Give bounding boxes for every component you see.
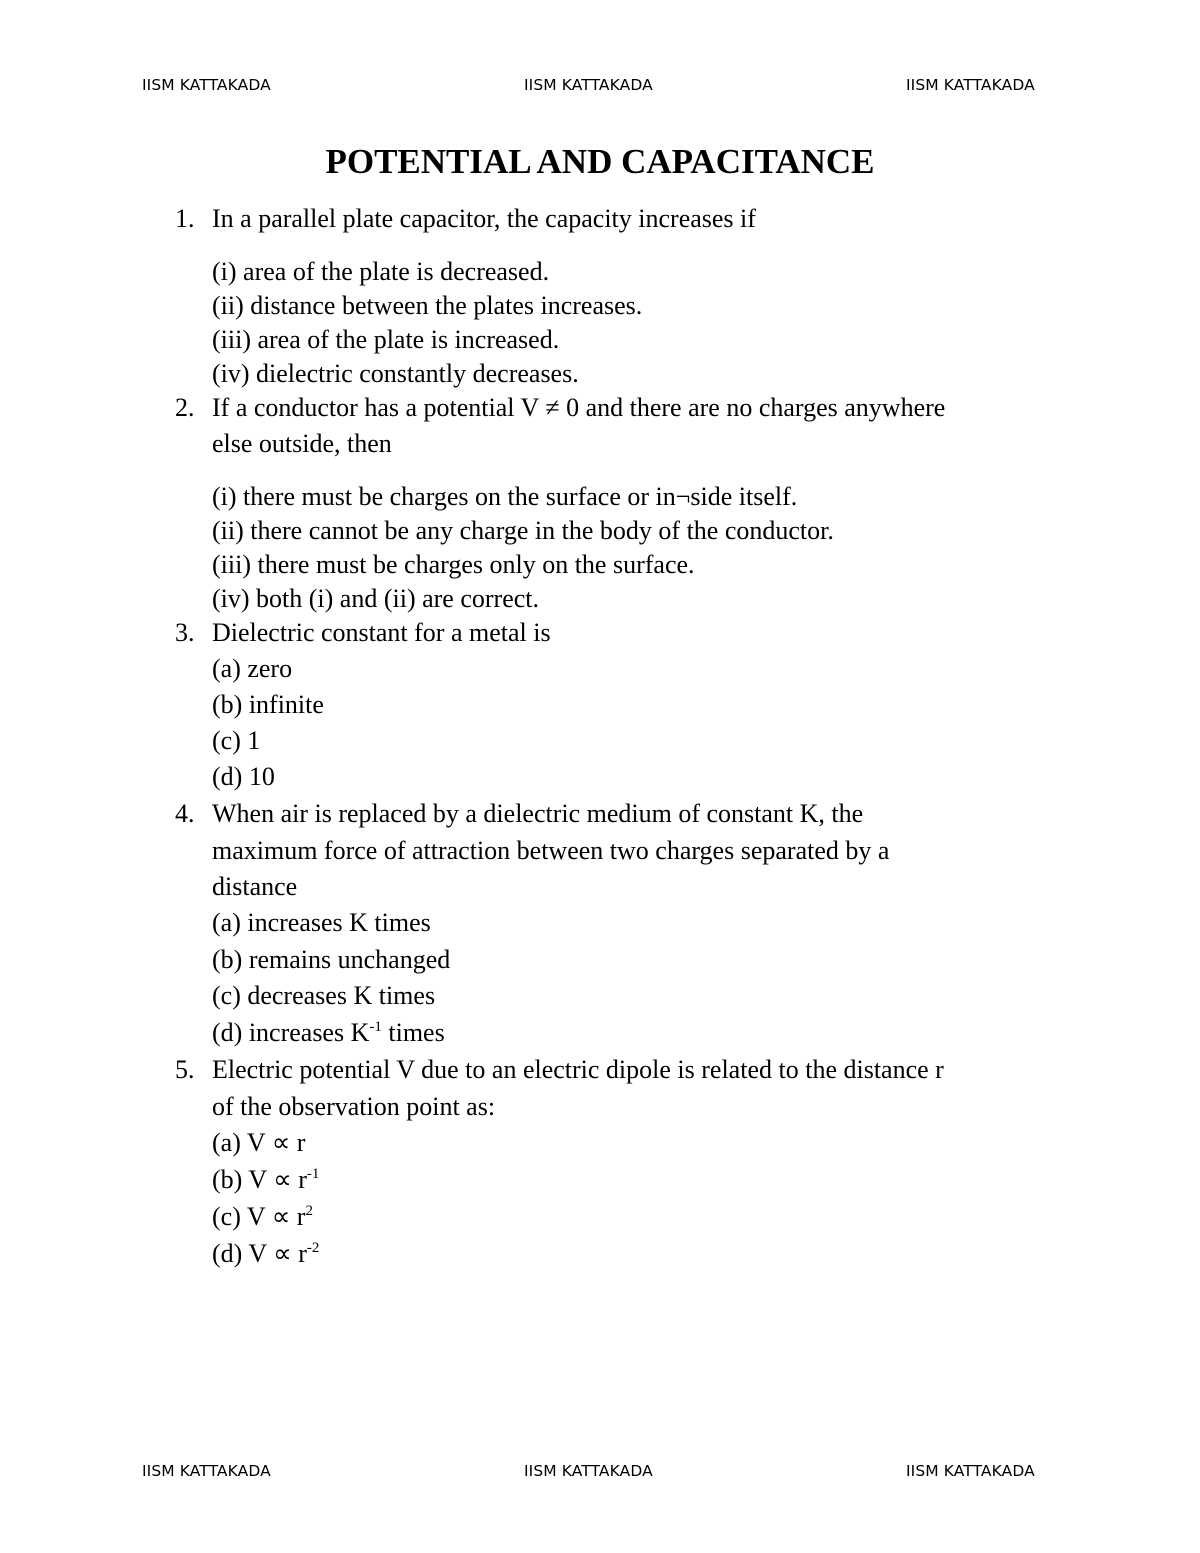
option-text: (c) V ∝ r [212, 1202, 306, 1231]
question-1-option: (iii) area of the plate is increased. [212, 325, 560, 354]
question-5-stem-line: Electric potential V due to an electric dipole is related to the distance r [212, 1055, 944, 1084]
question-2-stem-line: If a conductor has a potential V ≠ 0 and there are no charges anywhere [212, 393, 946, 422]
question-3-option: (d) 10 [212, 762, 275, 791]
question-5-option [212, 1202, 313, 1232]
option-text: (d) V ∝ r [212, 1239, 307, 1268]
question-4-stem-line: distance [212, 872, 298, 901]
question-3-option: (a) zero [212, 654, 293, 683]
question-1-option: (i) area of the plate is decreased. [212, 257, 550, 286]
question-1-option: (iv) dielectric constantly decreases. [212, 359, 579, 388]
question-5-option [212, 1165, 319, 1195]
page-title: POTENTIAL AND CAPACITANCE [325, 142, 875, 181]
question-5-number: 5. [175, 1055, 195, 1084]
page-header [0, 76, 1200, 96]
question-4-option: (c) decreases K times [212, 981, 436, 1010]
question-4-option [212, 1018, 445, 1048]
exponent: -2 [306, 1240, 320, 1256]
exponent: 2 [305, 1203, 313, 1219]
page-footer [0, 1462, 1200, 1482]
question-4-option: (a) increases K times [212, 908, 431, 937]
question-1-option: (ii) distance between the plates increases. [212, 291, 643, 320]
question-5-option [212, 1239, 319, 1269]
question-1-number: 1. [175, 204, 195, 233]
footer-left-text: IISM KATTAKADA [142, 1462, 271, 1480]
footer-center-text: IISM KATTAKADA [524, 1462, 653, 1480]
question-2-option: (iv) both (i) and (ii) are correct. [212, 584, 540, 613]
question-3-number: 3. [175, 618, 195, 647]
question-2-stem-line: else outside, then [212, 429, 392, 458]
option-text: (a) V ∝ r [212, 1128, 306, 1157]
question-2-number: 2. [175, 393, 195, 422]
exponent: -1 [306, 1166, 320, 1182]
question-1-stem: In a parallel plate capacitor, the capacity increases if [212, 204, 756, 233]
question-2-option: (iii) there must be charges only on the surface. [212, 550, 695, 579]
question-4-stem-line: When air is replaced by a dielectric medium of constant K, the [212, 799, 864, 828]
question-5-option [212, 1128, 305, 1158]
header-center-text: IISM KATTAKADA [524, 76, 653, 94]
header-right-text: IISM KATTAKADA [906, 76, 1035, 94]
question-4-option: (b) remains unchanged [212, 945, 451, 974]
header-left-text: IISM KATTAKADA [142, 76, 271, 94]
question-4-number: 4. [175, 799, 195, 828]
exponent: -1 [369, 1019, 382, 1035]
option-text: (b) V ∝ r [212, 1165, 307, 1194]
question-3-stem: Dielectric constant for a metal is [212, 618, 551, 647]
question-4-stem-line: maximum force of attraction between two charges separated by a [212, 836, 890, 865]
question-2-option: (i) there must be charges on the surface or in¬side itself. [212, 482, 798, 511]
question-5-stem-line: of the observation point as: [212, 1092, 496, 1121]
option-text: (d) increases K [212, 1018, 370, 1047]
footer-right-text: IISM KATTAKADA [906, 1462, 1035, 1480]
question-3-option: (c) 1 [212, 726, 261, 755]
question-3-option: (b) infinite [212, 690, 324, 719]
question-2-option: (ii) there cannot be any charge in the body of the conductor. [212, 516, 834, 545]
option-text: times [381, 1018, 445, 1047]
